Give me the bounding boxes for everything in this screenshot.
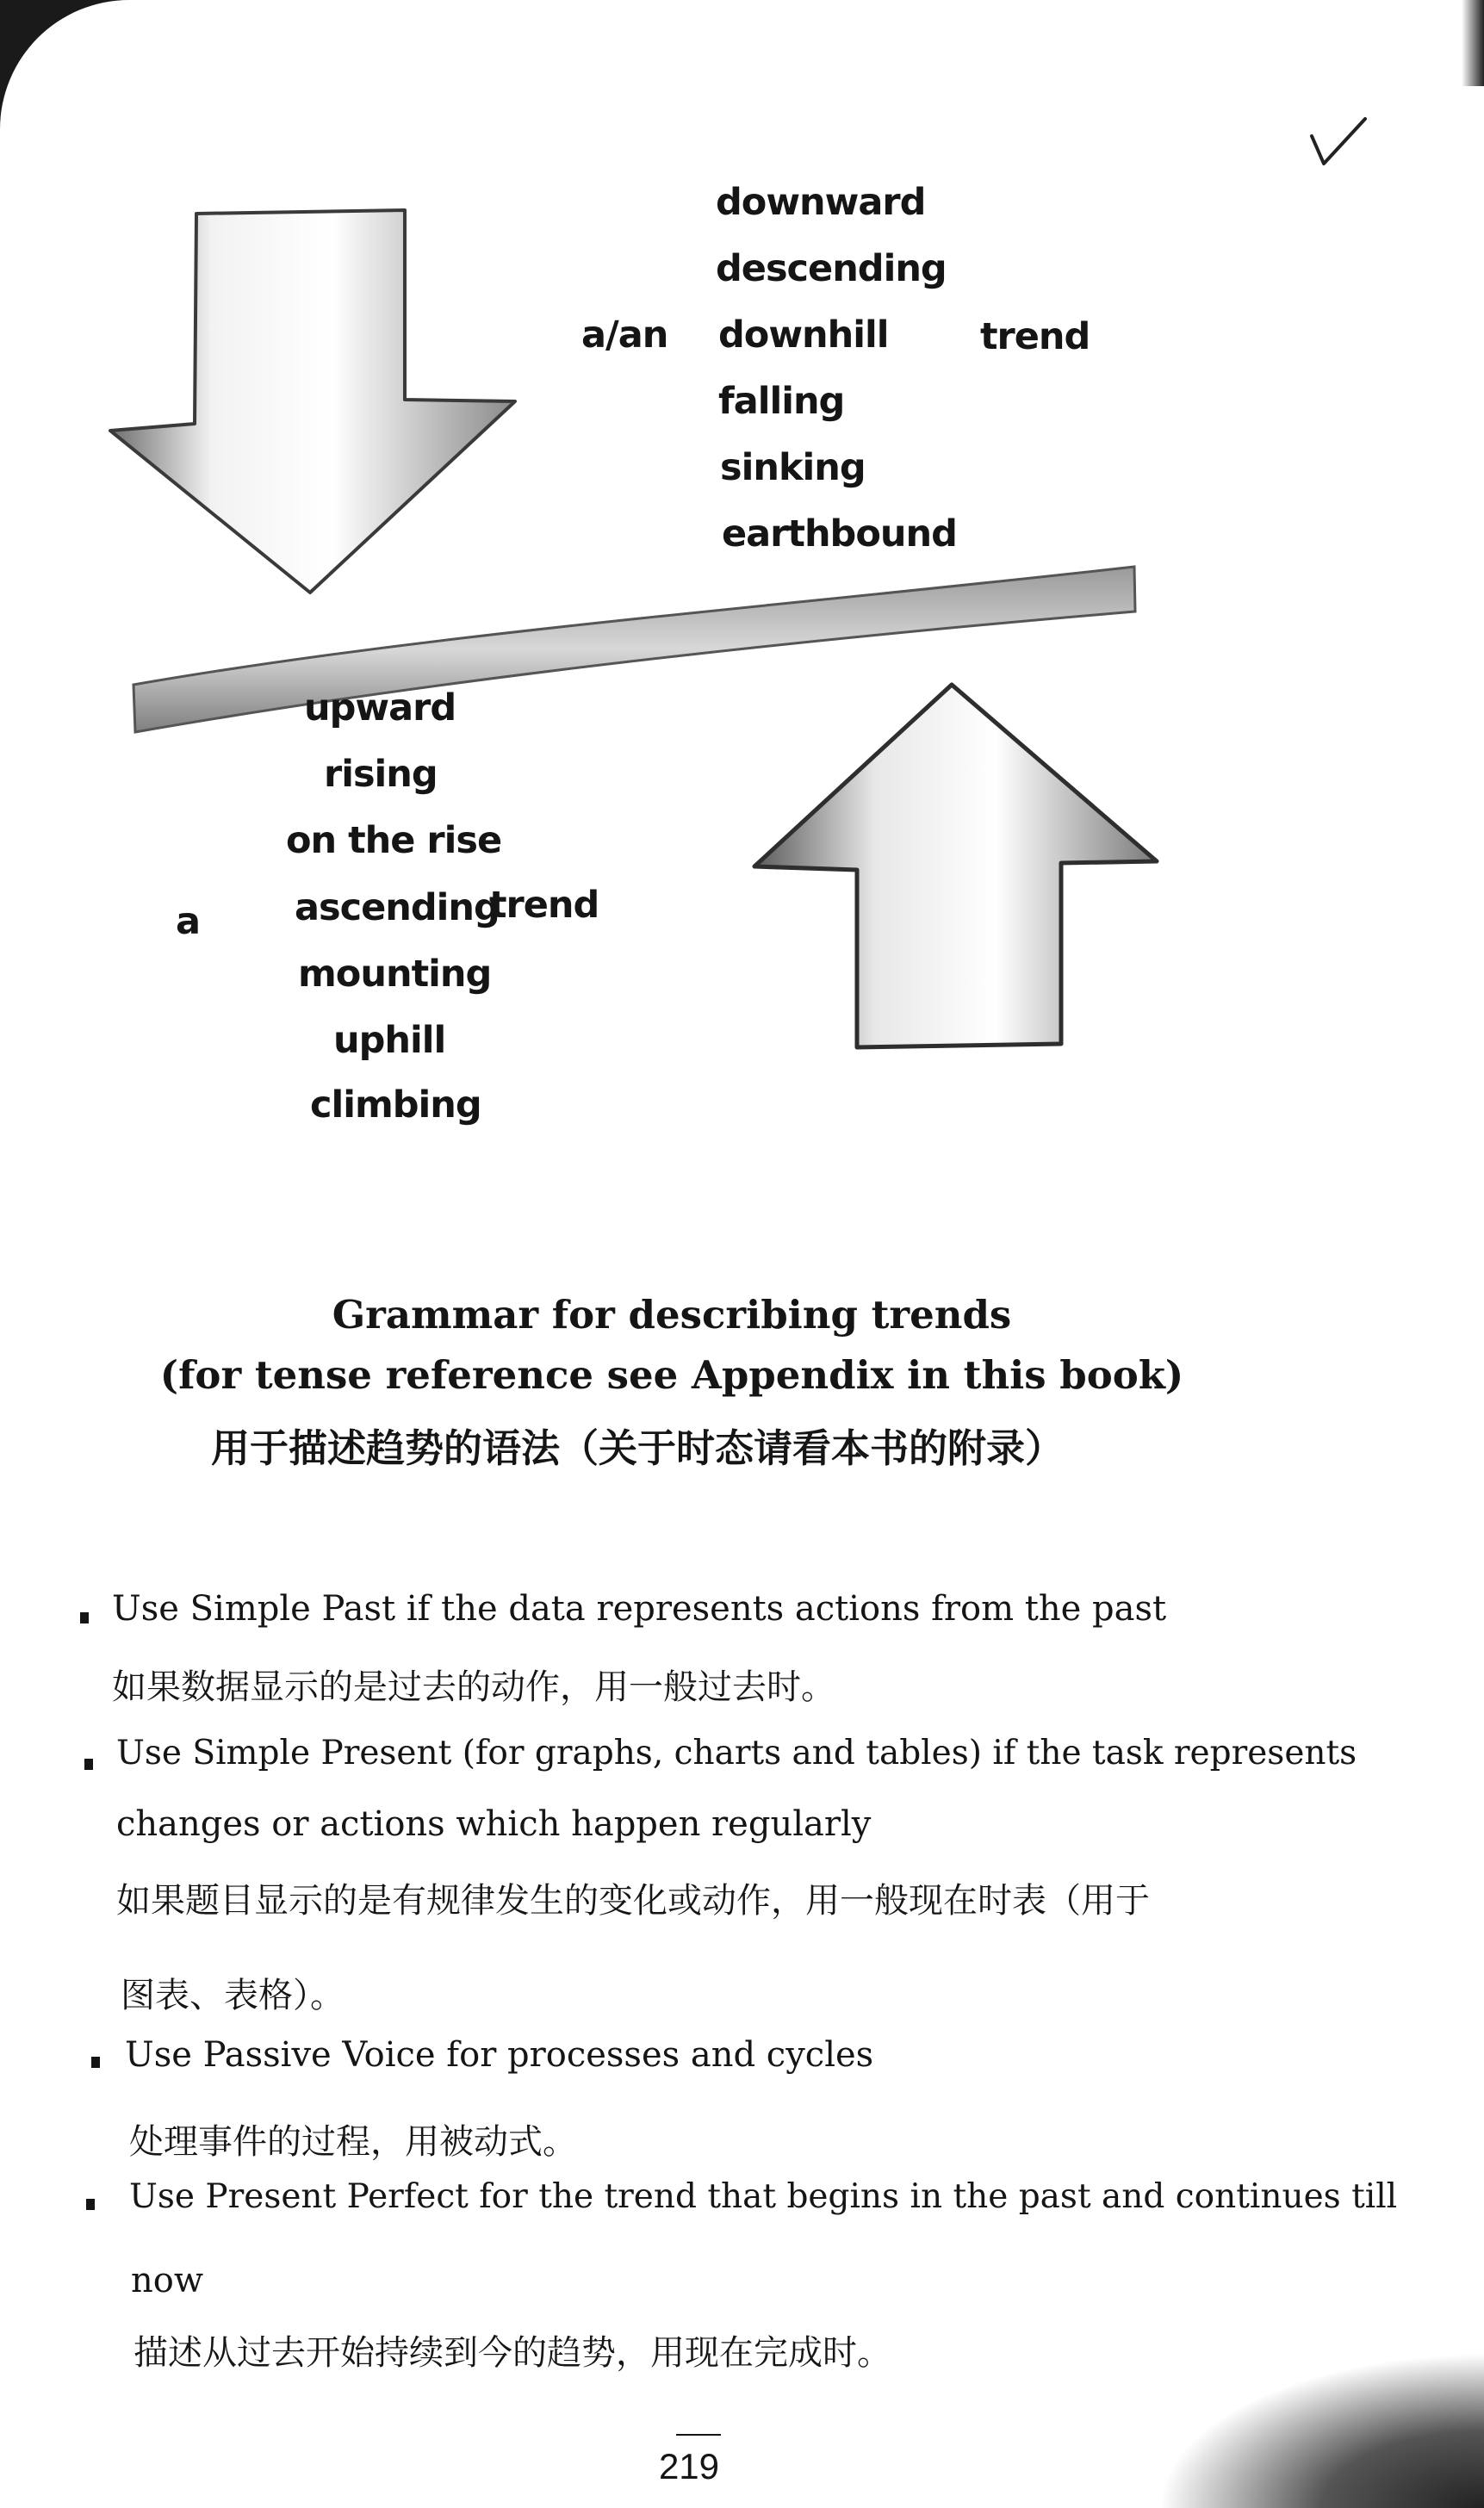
bullet-text: now bbox=[131, 2261, 204, 2300]
bullet-marker bbox=[80, 1612, 89, 1623]
grammar-subtitle: (for tense reference see Appendix in this book) bbox=[159, 1352, 1184, 1398]
decline-word: earthbound bbox=[722, 512, 957, 556]
bullet-text-cn: 如果数据显示的是过去的动作，用一般过去时。 bbox=[112, 1667, 835, 1707]
grammar-title-cn: 用于描述趋势的语法（关于时态请看本书的附录） bbox=[210, 1425, 1064, 1471]
bullet-marker bbox=[86, 2199, 95, 2210]
rise-word: on the rise bbox=[286, 819, 502, 862]
rise-word: rising bbox=[324, 753, 438, 796]
arrow-up-icon bbox=[754, 685, 1157, 1047]
bullet-text-cn: 图表、表格）。 bbox=[121, 1976, 345, 2015]
rise-noun: trend bbox=[489, 884, 599, 927]
page-number: 219 bbox=[658, 2446, 720, 2486]
rise-word: climbing bbox=[310, 1083, 481, 1127]
rise-word: ascending bbox=[295, 886, 500, 929]
rise-word: mounting bbox=[298, 953, 492, 996]
bullet-text-cn: 处理事件的过程，用被动式。 bbox=[129, 2122, 577, 2162]
rise-word: upward bbox=[304, 686, 456, 729]
bullet-marker bbox=[84, 1759, 93, 1770]
bullet-text: changes or actions which happen regularly bbox=[116, 1804, 872, 1844]
bullet-text-cn: 如果题目显示的是有规律发生的变化或动作，用一般现在时表（用于 bbox=[116, 1881, 1150, 1921]
bullet-text: Use Simple Present (for graphs, charts and tables) if the task represents bbox=[116, 1734, 1357, 1772]
decline-article: a/an bbox=[581, 314, 668, 357]
decline-word: descending bbox=[716, 247, 947, 290]
bullet-marker bbox=[91, 2057, 100, 2068]
decline-word: downward bbox=[716, 181, 926, 224]
page-number-rule bbox=[676, 2434, 721, 2436]
trend-divider-bar bbox=[133, 567, 1135, 732]
decline-word: downhill bbox=[718, 314, 889, 357]
decline-word: sinking bbox=[720, 446, 866, 489]
decline-word: falling bbox=[718, 380, 845, 423]
grammar-title: Grammar for describing trends bbox=[332, 1292, 1012, 1338]
bullet-text: Use Present Perfect for the trend that begins in the past and continues till bbox=[129, 2177, 1398, 2216]
rise-article: a bbox=[176, 900, 201, 943]
arrow-down-icon bbox=[110, 210, 515, 593]
page-curl-shadow bbox=[1157, 2353, 1484, 2508]
bullet-text: Use Simple Past if the data represents actions from the past bbox=[112, 1589, 1167, 1629]
bullet-text: Use Passive Voice for processes and cycles bbox=[125, 2035, 874, 2075]
bullet-text-cn: 描述从过去开始持续到今的趋势，用现在完成时。 bbox=[133, 2333, 891, 2373]
decline-noun: trend bbox=[980, 315, 1090, 358]
rise-word: uphill bbox=[333, 1019, 446, 1062]
